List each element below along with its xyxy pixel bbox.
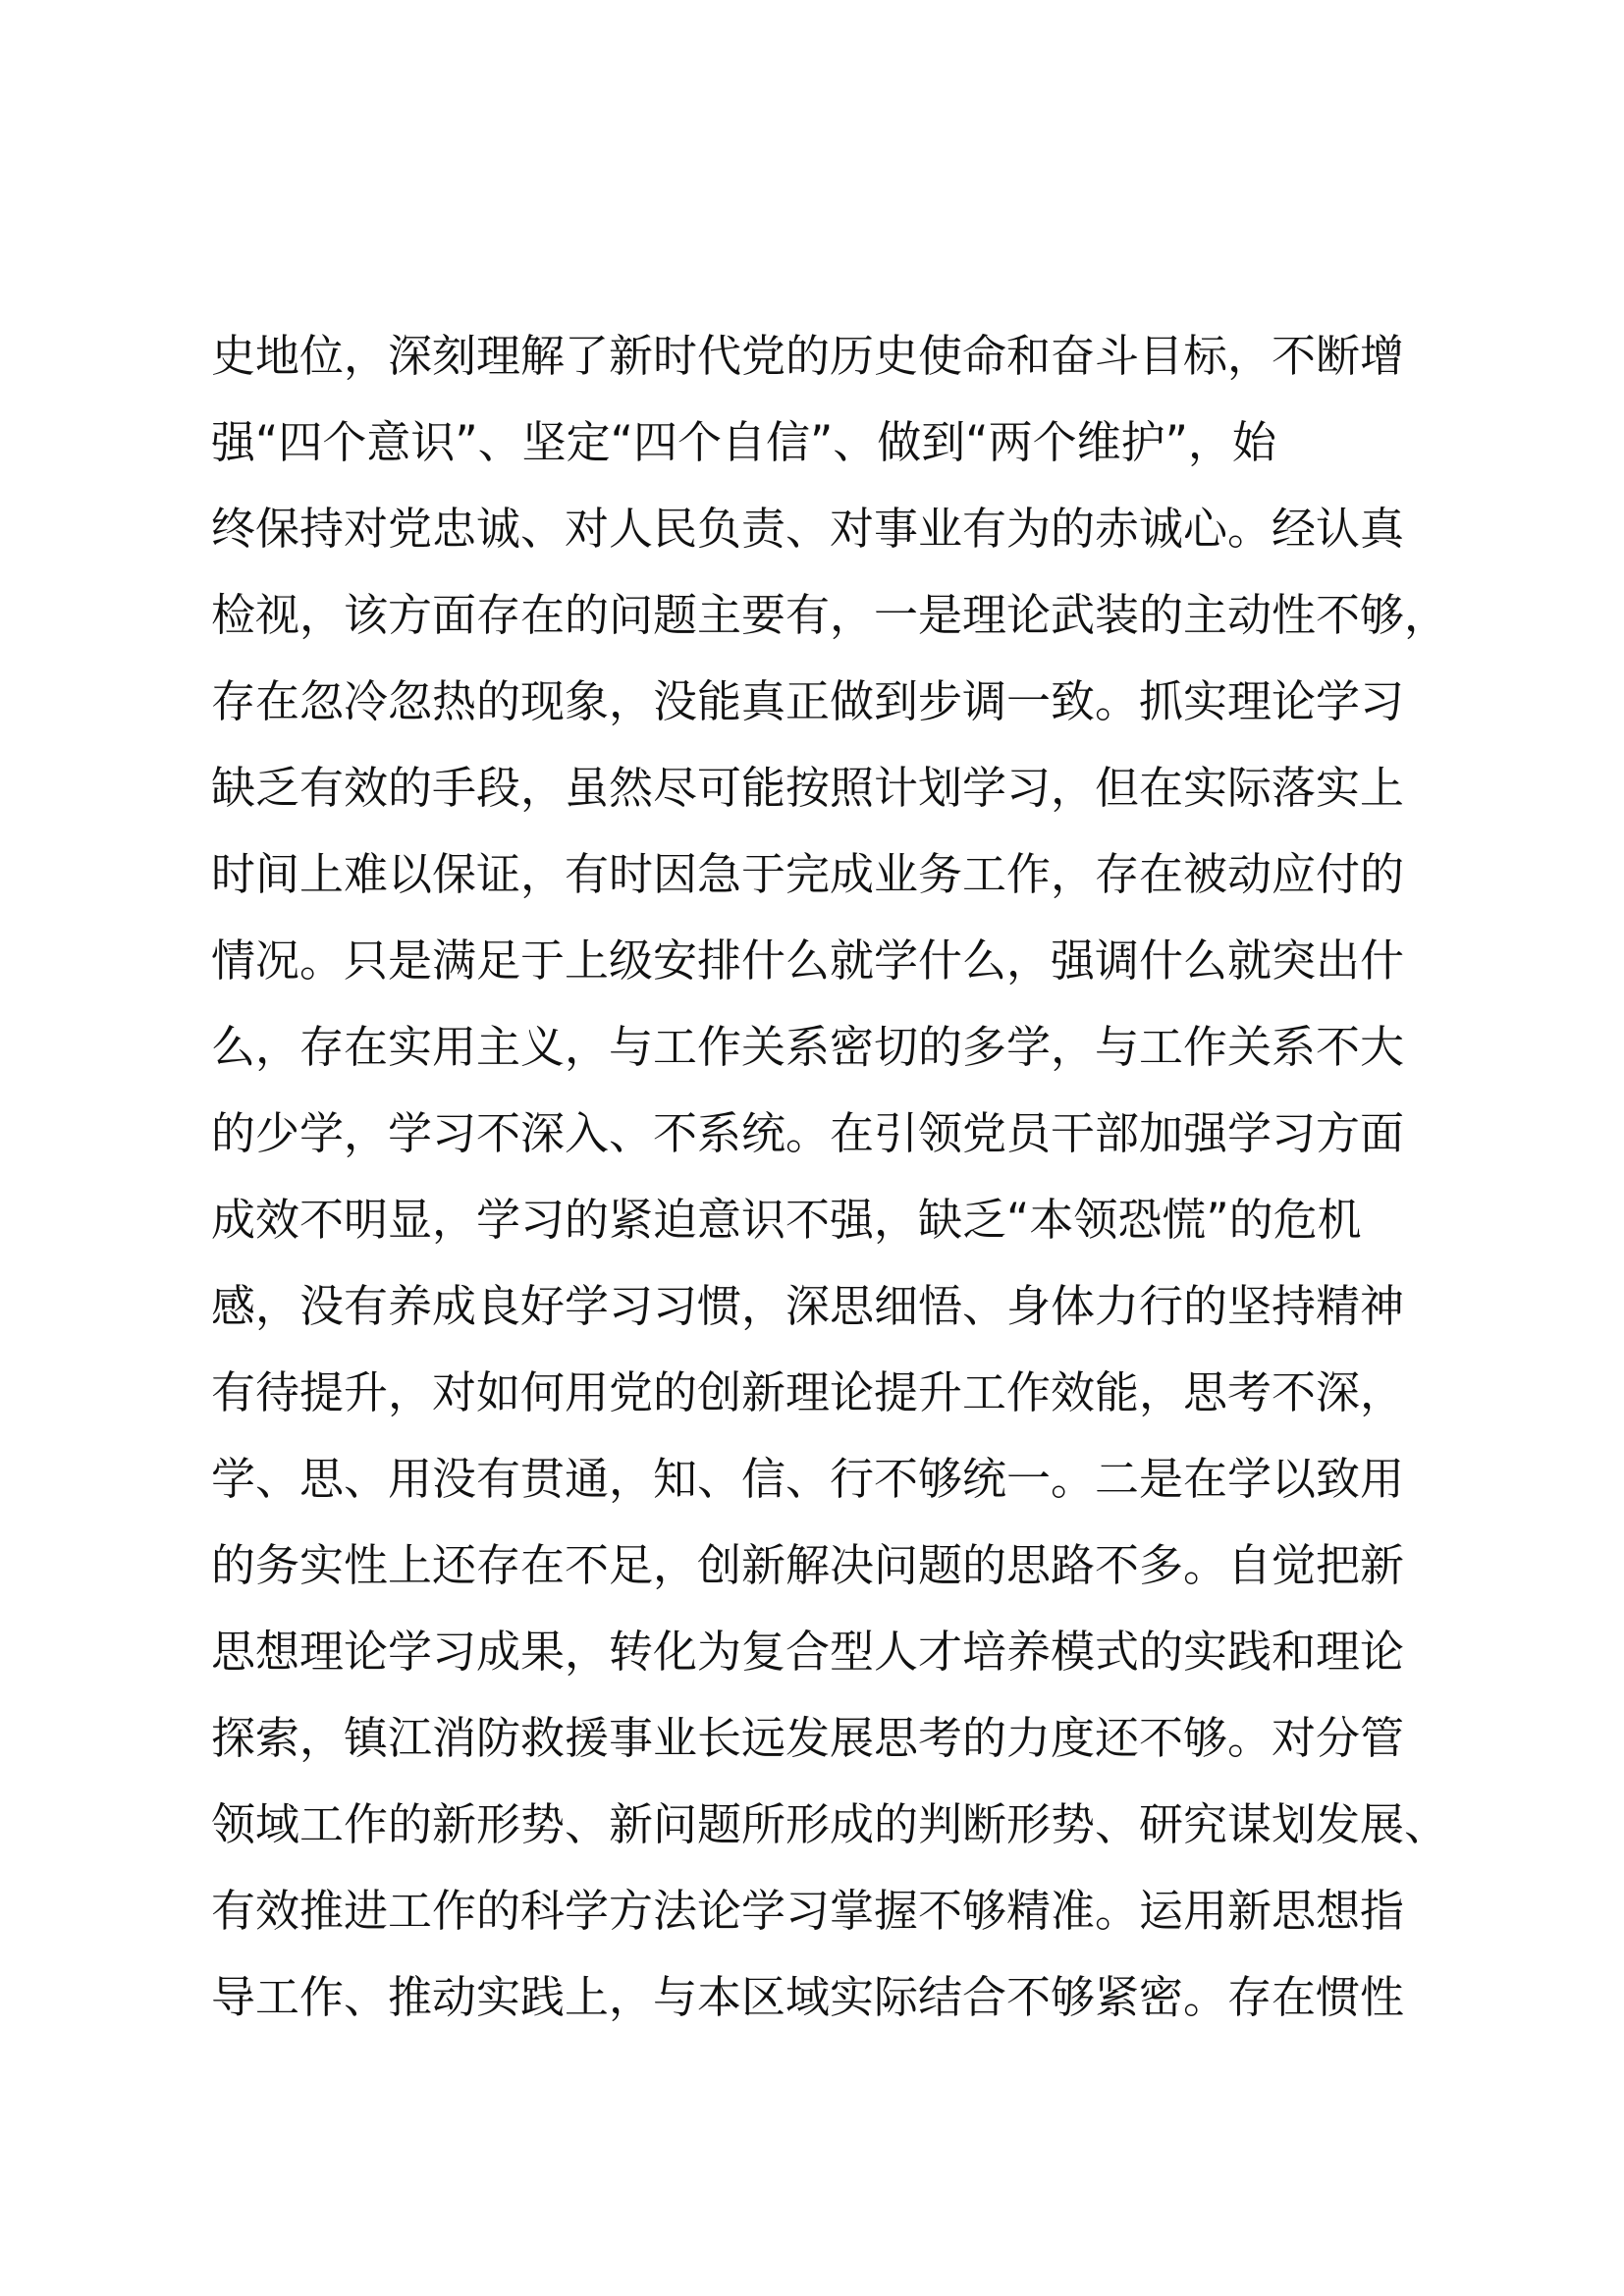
text-line: 学、思、用没有贯通，知、信、行不够统一。二是在学以致用 (211, 1453, 1405, 1505)
text-line: 导工作、推动实践上，与本区域实际结合不够紧密。存在惯性 (211, 1971, 1405, 2023)
text-line: 思想理论学习成果，转化为复合型人才培养模式的实践和理论 (211, 1626, 1405, 1678)
text-line: 情况。只是满足于上级安排什么就学什么，强调什么就突出什 (211, 934, 1405, 987)
text-line: 的少学，学习不深入、不系统。在引领党员干部加强学习方面 (211, 1107, 1405, 1159)
text-line: 领域工作的新形势、新问题所形成的判断形势、研究谋划发展、 (211, 1798, 1449, 1850)
text-line: 史地位，深刻理解了新时代党的历史使命和奋斗目标，不断增 (211, 330, 1405, 382)
body-paragraph (211, 313, 1448, 2041)
text-line: 终保持对党忠诚、对人民负责、对事业有为的赤诚心。经认真 (211, 503, 1405, 555)
text-line: 探索，镇江消防救援事业长远发展思考的力度还不够。对分管 (211, 1712, 1405, 1764)
text-line: 的务实性上还存在不足，创新解决问题的思路不多。自觉把新 (211, 1539, 1405, 1591)
text-line: 么，存在实用主义，与工作关系密切的多学，与工作关系不大 (211, 1021, 1405, 1073)
text-line: 有待提升，对如何用党的创新理论提升工作效能，思考不深， (211, 1366, 1405, 1418)
text-line: 缺乏有效的手段，虽然尽可能按照计划学习，但在实际落实上 (211, 762, 1405, 814)
text-line: 强“四个意识”、坚定“四个自信”、做到“两个维护”，始 (211, 416, 1276, 468)
text-line: 时间上难以保证，有时因急于完成业务工作，存在被动应付的 (211, 848, 1405, 900)
text-line: 有效推进工作的科学方法论学习掌握不够精准。运用新思想指 (211, 1885, 1405, 1937)
text-line: 检视，该方面存在的问题主要有，一是理论武装的主动性不够， (211, 589, 1449, 641)
text-line: 成效不明显，学习的紧迫意识不强，缺乏“本领恐慌”的危机 (211, 1194, 1362, 1246)
text-line: 存在忽冷忽热的现象，没能真正做到步调一致。抓实理论学习 (211, 675, 1405, 727)
text-line: 感，没有养成良好学习习惯，深思细悟、身体力行的坚持精神 (211, 1280, 1405, 1332)
